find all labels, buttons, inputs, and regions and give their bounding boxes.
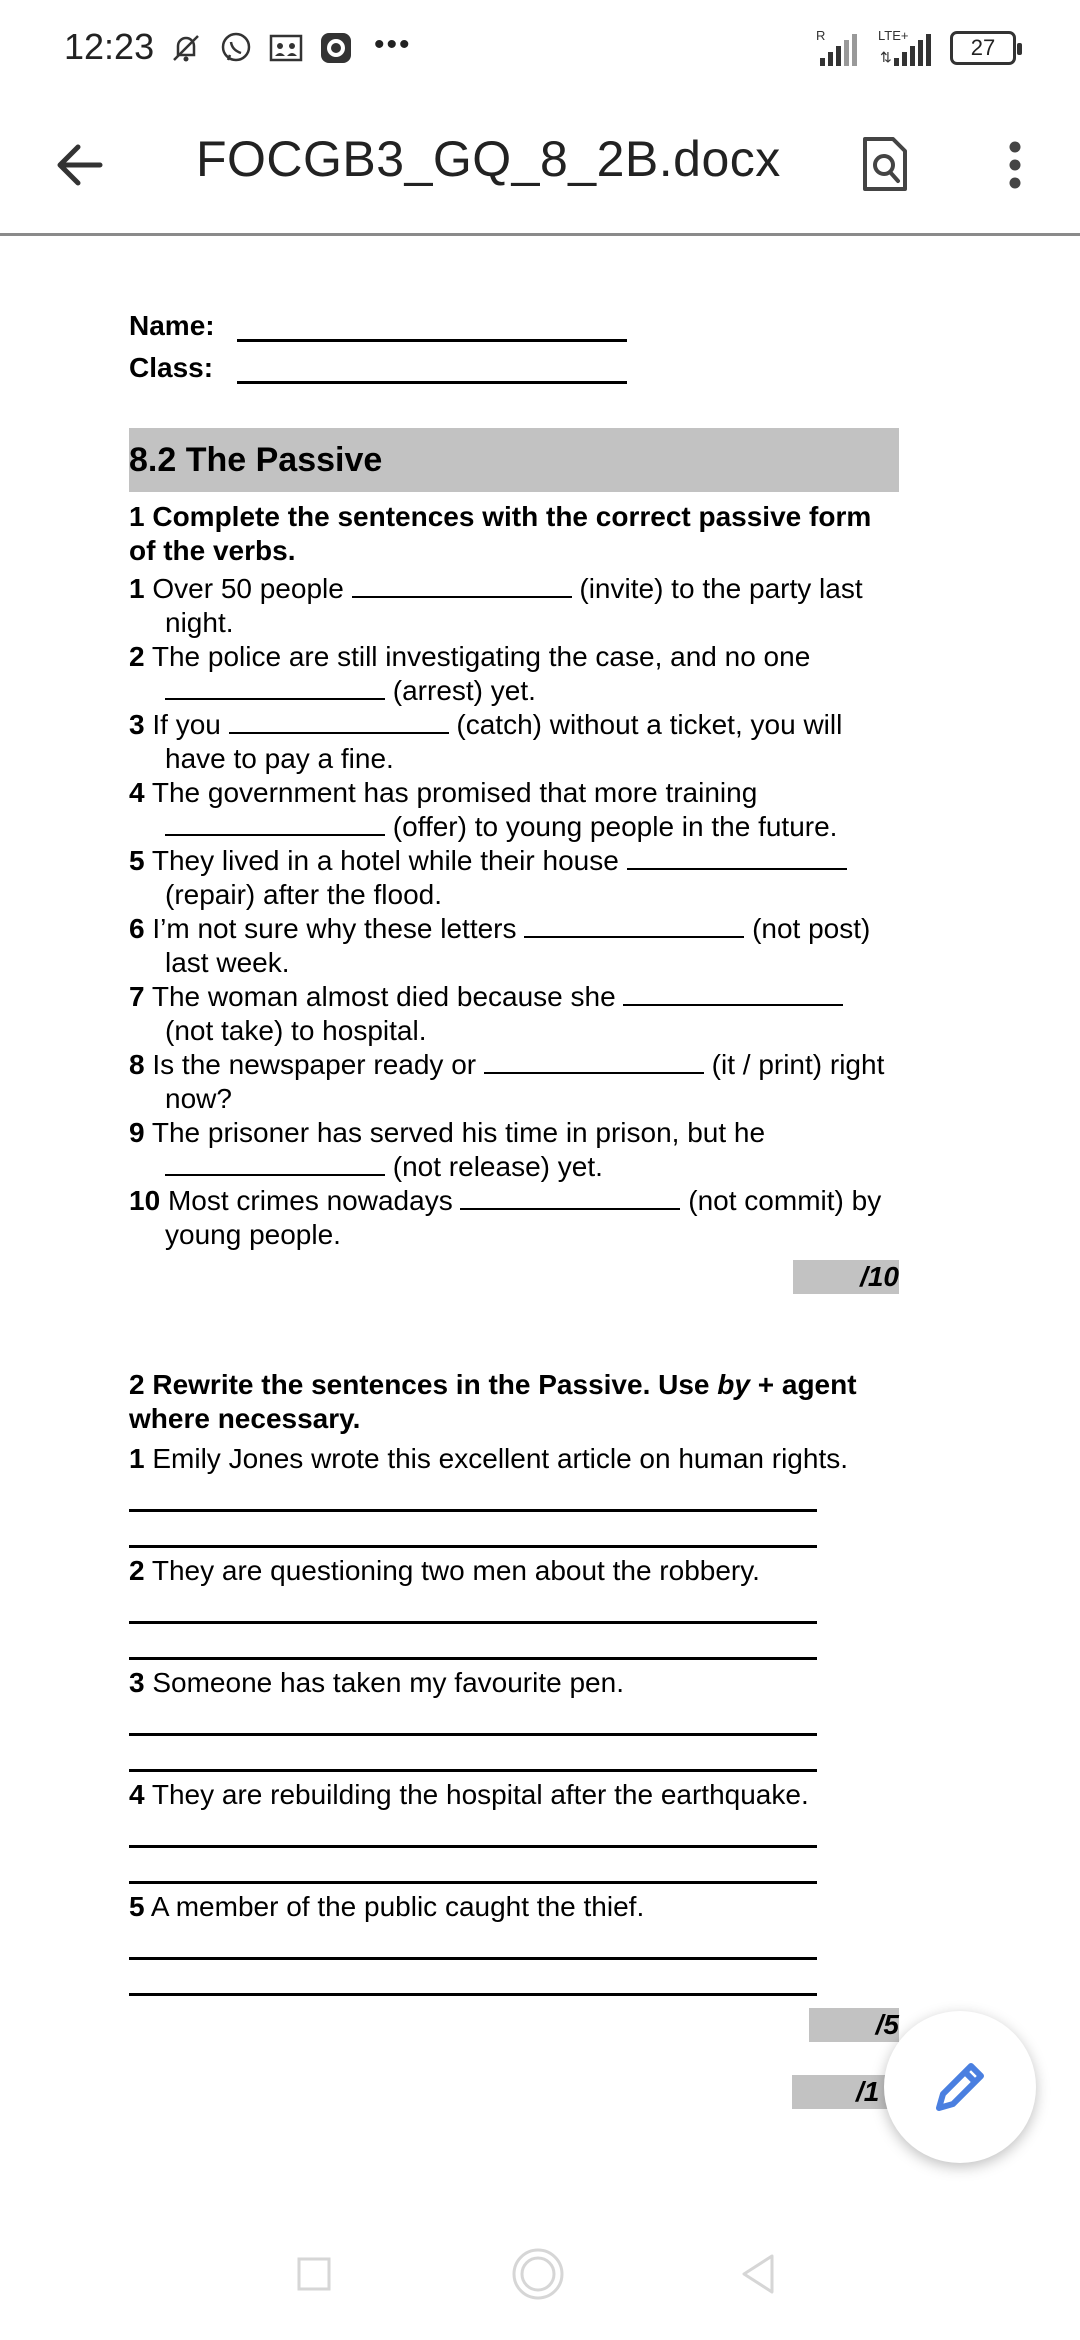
score-box: /5 [809, 2008, 899, 2042]
exercise1-list [129, 572, 899, 1252]
name-blank [237, 312, 627, 342]
class-label: Class: [129, 352, 214, 383]
answer-line [129, 1512, 817, 1548]
list-item: 3 Someone has taken my favourite pen. [129, 1667, 624, 1698]
exercise2-instruction: 2 Rewrite the sentences in the Passive. Use by + agent where necessary. [129, 1369, 857, 1434]
class-row [129, 342, 899, 384]
recents-button[interactable] [286, 2246, 342, 2302]
list-item: 9 The prisoner has served his time in prison, but he (not release) yet. [129, 1117, 766, 1182]
total-score-box: /1 [792, 2075, 898, 2109]
answer-line [129, 1812, 817, 1848]
more-vert-icon [1008, 140, 1022, 190]
answer-line [129, 1848, 817, 1884]
answer-line [129, 1624, 817, 1660]
triangle-back-icon [738, 2252, 778, 2296]
svg-text:⇅: ⇅ [880, 49, 892, 65]
list-item: 2 They are questioning two men about the robbery. [129, 1555, 760, 1586]
class-blank [237, 354, 627, 384]
answer-line [129, 1588, 817, 1624]
arrow-left-icon [54, 143, 104, 187]
system-nav-bar [0, 2226, 1080, 2326]
home-circle-icon [510, 2246, 566, 2302]
network-lte-label: LTE+ [878, 28, 909, 43]
list-item: 10 Most crimes nowadays (not commit) by young people. [129, 1185, 882, 1250]
exercise2-score [129, 2008, 899, 2042]
messenger-icon [318, 30, 354, 66]
list-item: 8 Is the newspaper ready or (it / print) right now? [129, 1049, 885, 1114]
document-page [129, 300, 899, 2042]
app-bar [0, 100, 1080, 236]
contacts-card-icon [268, 30, 304, 66]
list-item: 4 The government has promised that more training (offer) to young people in the future. [129, 777, 838, 842]
answer-line [129, 1960, 817, 1996]
pencil-icon [929, 2056, 991, 2118]
list-item: 2 The police are still investigating the case, and no one (arrest) yet. [129, 641, 811, 706]
document-title: FOCGB3_GQ_8_2B.docx [196, 131, 781, 187]
list-item: 5 They lived in a hotel while their house (repair) after the flood. [129, 844, 899, 912]
exercise2 [129, 1368, 899, 2042]
viber-icon [218, 30, 254, 66]
name-label: Name: [129, 310, 215, 341]
system-indicators [816, 28, 1016, 68]
status-time: 12:23 [64, 26, 155, 67]
list-item: 5 A member of the public caught the thief. [129, 1891, 645, 1922]
list-item: 7 The woman almost died because she (not take) to hospital. [129, 980, 899, 1048]
edit-button[interactable] [884, 2011, 1036, 2163]
answer-line [129, 1476, 817, 1512]
notification-icons [168, 30, 412, 66]
list-item: 1 Emily Jones wrote this excellent article on human rights. [129, 1443, 848, 1474]
home-button[interactable] [510, 2246, 566, 2302]
list-item: 3 If you (catch) without a ticket, you will have to pay a fine. [129, 709, 843, 774]
document-search-icon [861, 135, 909, 193]
signal-roaming-icon [816, 28, 862, 68]
preview-button[interactable] [850, 126, 920, 202]
bell-muted-icon [168, 30, 204, 66]
square-icon [296, 2256, 332, 2292]
answer-line [129, 1700, 817, 1736]
section-title: 8.2 The Passive [129, 428, 899, 492]
battery-indicator [950, 31, 1016, 65]
battery-level: 27 [970, 35, 996, 60]
list-item: 4 They are rebuilding the hospital after the earthquake. [129, 1779, 809, 1810]
more-notifications: ••• [374, 28, 412, 61]
network-r-label: R [816, 28, 826, 43]
exercise1-score [129, 1260, 899, 1294]
name-row [129, 300, 899, 342]
status-bar [0, 0, 1080, 100]
list-item: 1 Over 50 people (invite) to the party last night. [129, 573, 863, 638]
overflow-menu-button[interactable] [990, 130, 1040, 200]
signal-lte-icon [878, 28, 934, 68]
back-button[interactable] [44, 130, 114, 200]
list-item: 6 I’m not sure why these letters (not post) last week. [129, 913, 871, 978]
answer-line [129, 1736, 817, 1772]
answer-line [129, 1924, 817, 1960]
back-nav-button[interactable] [730, 2246, 786, 2302]
score-box: /10 [793, 1260, 899, 1294]
exercise1-instruction: 1 Complete the sentences with the correct passive form of the verbs. [129, 501, 872, 566]
